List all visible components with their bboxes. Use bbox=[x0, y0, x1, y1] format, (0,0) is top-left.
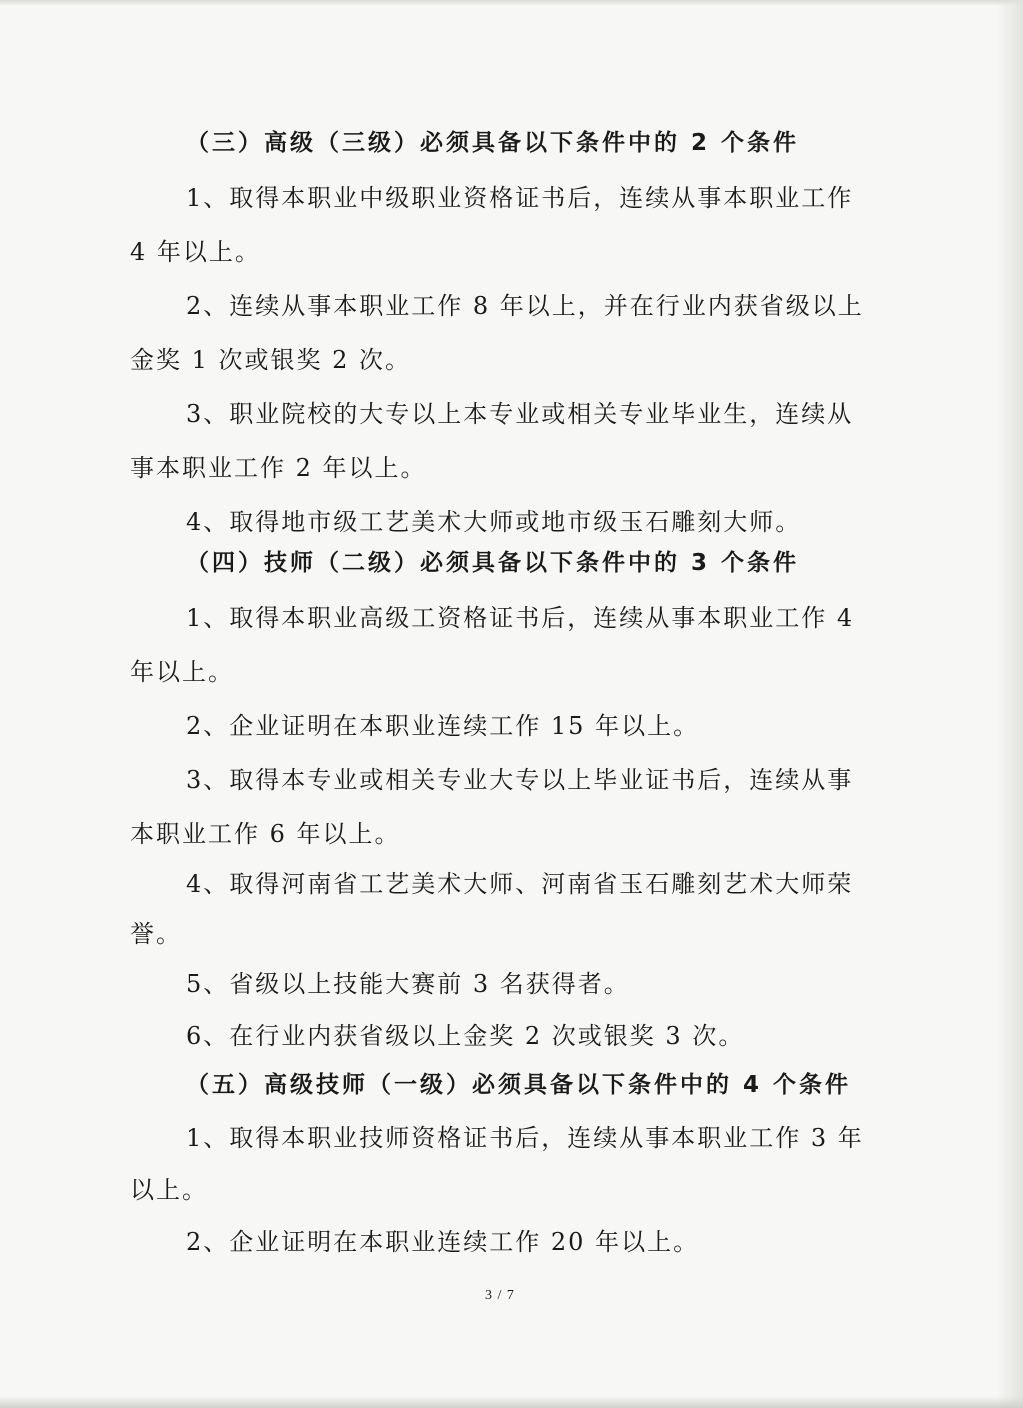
scan-edge-bottom bbox=[0, 1396, 1023, 1408]
condition-line: 金奖 1 次或银奖 2 次。 bbox=[130, 346, 412, 374]
condition-line: 4 年以上。 bbox=[130, 238, 261, 266]
condition-line: 年以上。 bbox=[130, 658, 234, 686]
condition-line: 1、取得本职业技师资格证书后，连续从事本职业工作 3 年 bbox=[186, 1124, 864, 1152]
condition-line: 3、职业院校的大专以上本专业或相关专业毕业生，连续从 bbox=[186, 400, 854, 428]
condition-line: 4、取得地市级工艺美术大师或地市级玉石雕刻大师。 bbox=[186, 508, 802, 536]
page-number: 3 / 7 bbox=[485, 1288, 515, 1303]
scan-edge-right bbox=[997, 0, 1023, 1408]
condition-line: 2、连续从事本职业工作 8 年以上，并在行业内获省级以上 bbox=[186, 292, 864, 320]
section-heading-senior: （三）高级（三级）必须具备以下条件中的 2 个条件 bbox=[186, 130, 800, 156]
condition-line: 誉。 bbox=[130, 920, 182, 948]
condition-line: 2、企业证明在本职业连续工作 15 年以上。 bbox=[186, 712, 700, 740]
section-heading-senior-technician: （五）高级技师（一级）必须具备以下条件中的 4 个条件 bbox=[186, 1072, 852, 1098]
condition-line: 以上。 bbox=[130, 1176, 208, 1204]
section-heading-technician: （四）技师（二级）必须具备以下条件中的 3 个条件 bbox=[186, 550, 800, 576]
condition-line: 2、企业证明在本职业连续工作 20 年以上。 bbox=[186, 1228, 700, 1256]
condition-line: 事本职业工作 2 年以上。 bbox=[130, 454, 427, 482]
condition-line: 3、取得本专业或相关专业大专以上毕业证书后，连续从事 bbox=[186, 766, 854, 794]
scan-edge-top bbox=[0, 0, 1023, 6]
condition-line: 1、取得本职业高级工资格证书后，连续从事本职业工作 4 bbox=[186, 604, 855, 632]
condition-line: 本职业工作 6 年以上。 bbox=[130, 820, 401, 848]
condition-line: 4、取得河南省工艺美术大师、河南省玉石雕刻艺术大师荣 bbox=[186, 870, 854, 898]
condition-line: 5、省级以上技能大赛前 3 名获得者。 bbox=[186, 970, 630, 998]
condition-line: 6、在行业内获省级以上金奖 2 次或银奖 3 次。 bbox=[186, 1022, 745, 1050]
condition-line: 1、取得本职业中级职业资格证书后，连续从事本职业工作 bbox=[186, 184, 854, 212]
